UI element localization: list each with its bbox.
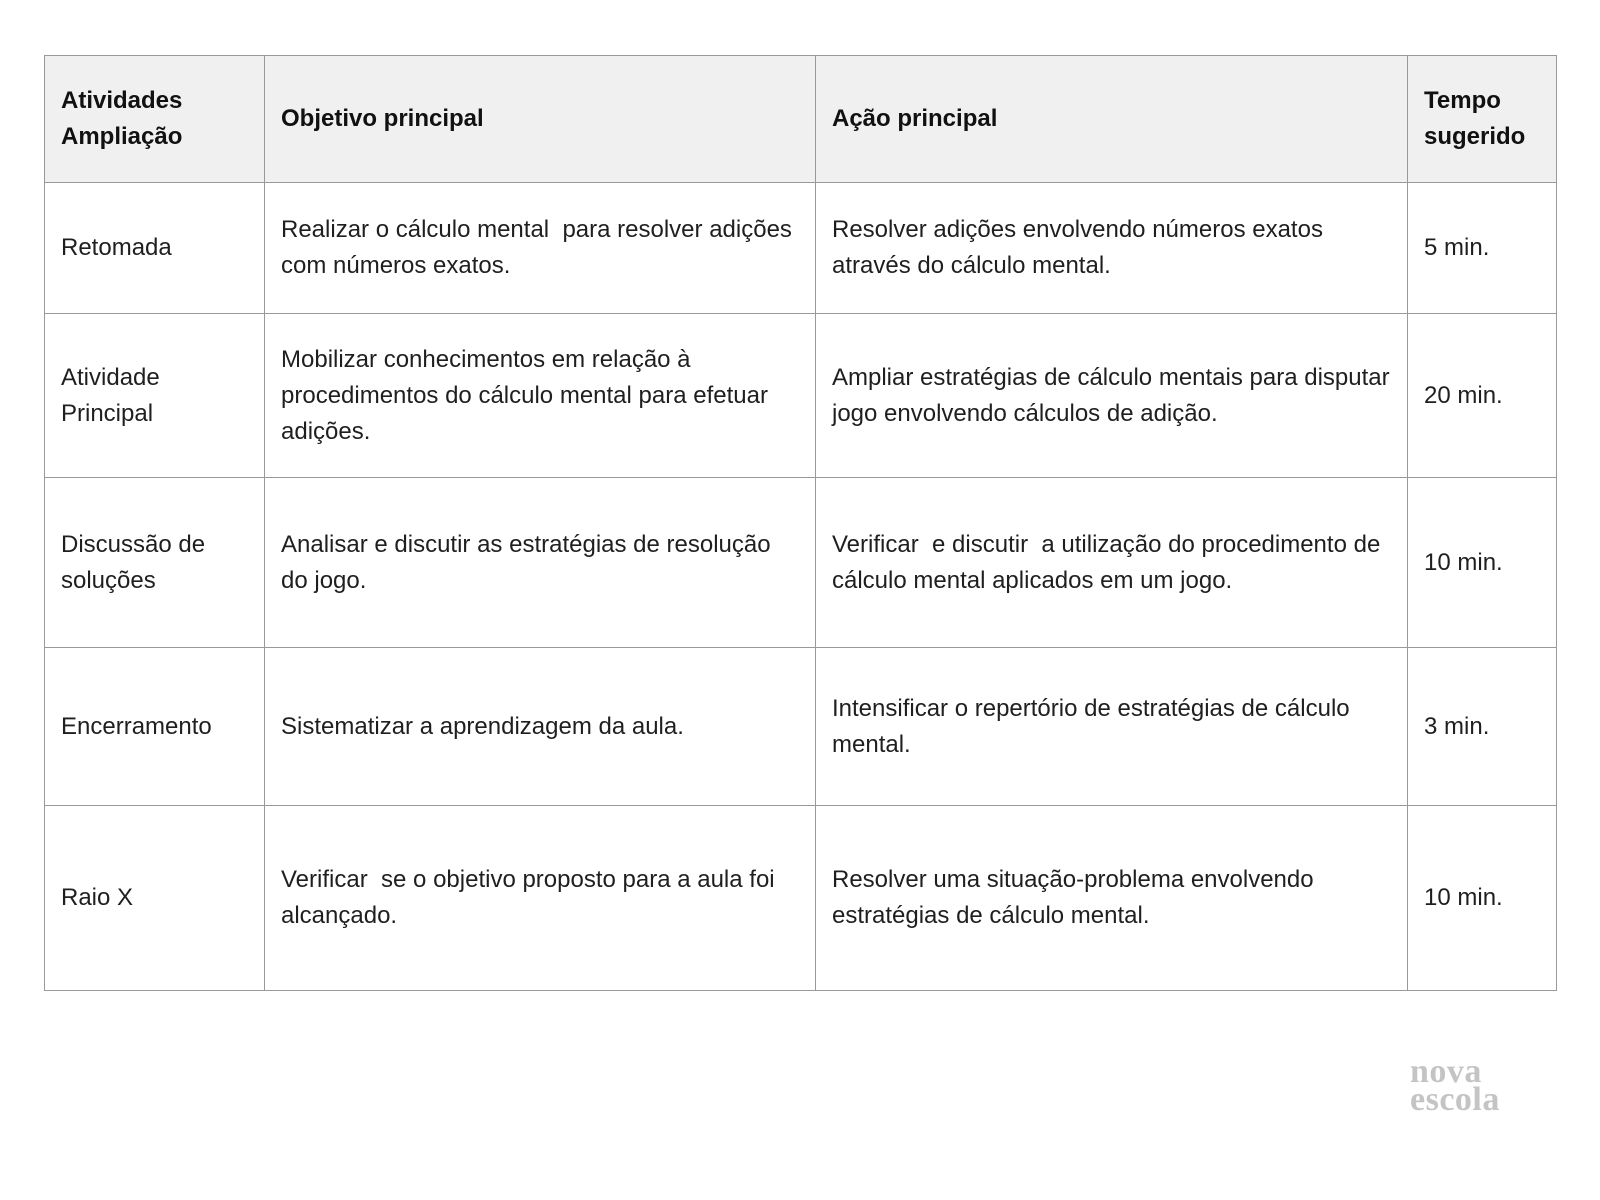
time-cell: 3 min. bbox=[1408, 648, 1557, 806]
lesson-plan-document bbox=[44, 55, 1556, 991]
time-cell: 5 min. bbox=[1408, 183, 1557, 314]
action-cell: Verificar e discutir a utilização do procedimento de cálculo mental aplicados em um jogo. bbox=[816, 478, 1408, 648]
action-cell: Intensificar o repertório de estratégias de cálculo mental. bbox=[816, 648, 1408, 806]
time-cell: 10 min. bbox=[1408, 478, 1557, 648]
activity-cell: Retomada bbox=[45, 183, 265, 314]
lesson-plan-table bbox=[44, 55, 1557, 991]
objective-cell: Sistematizar a aprendizagem da aula. bbox=[265, 648, 816, 806]
action-cell: Resolver adições envolvendo números exatos através do cálculo mental. bbox=[816, 183, 1408, 314]
logo-line-escola: escola bbox=[1410, 1081, 1500, 1118]
activity-cell: Encerramento bbox=[45, 648, 265, 806]
table-header-row bbox=[45, 56, 1557, 183]
objective-cell: Verificar se o objetivo proposto para a aula foi alcançado. bbox=[265, 806, 816, 991]
col-header-atividades: Atividades Ampliação bbox=[45, 56, 265, 183]
activity-cell: Atividade Principal bbox=[45, 314, 265, 478]
col-header-tempo: Tempo sugerido bbox=[1408, 56, 1557, 183]
nova-escola-logo bbox=[1410, 1053, 1500, 1118]
table-row bbox=[45, 183, 1557, 314]
table-row bbox=[45, 648, 1557, 806]
action-cell: Resolver uma situação-problema envolvendo estratégias de cálculo mental. bbox=[816, 806, 1408, 991]
time-cell: 20 min. bbox=[1408, 314, 1557, 478]
table-row bbox=[45, 806, 1557, 991]
logo-line-nova: nova bbox=[1410, 1053, 1482, 1090]
col-header-objetivo: Objetivo principal bbox=[265, 56, 816, 183]
objective-cell: Realizar o cálculo mental para resolver adições com números exatos. bbox=[265, 183, 816, 314]
col-header-acao: Ação principal bbox=[816, 56, 1408, 183]
activity-cell: Raio X bbox=[45, 806, 265, 991]
table-row bbox=[45, 314, 1557, 478]
action-cell: Ampliar estratégias de cálculo mentais para disputar jogo envolvendo cálculos de adição. bbox=[816, 314, 1408, 478]
objective-cell: Mobilizar conhecimentos em relação à procedimentos do cálculo mental para efetuar adições. bbox=[265, 314, 816, 478]
table-row bbox=[45, 478, 1557, 648]
activity-cell: Discussão de soluções bbox=[45, 478, 265, 648]
time-cell: 10 min. bbox=[1408, 806, 1557, 991]
objective-cell: Analisar e discutir as estratégias de resolução do jogo. bbox=[265, 478, 816, 648]
